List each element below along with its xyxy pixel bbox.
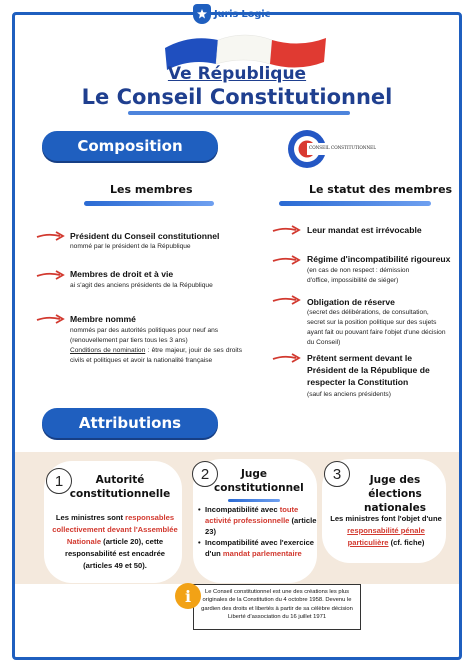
attributions-banner: Attributions bbox=[42, 408, 218, 438]
card-1-title: Autorité constitutionnelle bbox=[69, 474, 171, 500]
status-4-text: (sauf les anciens présidents) bbox=[307, 391, 391, 398]
card-1-text-red: responsables collectivement devant l'Assemblée Nationale bbox=[52, 513, 178, 546]
members-heading: Les membres bbox=[110, 183, 193, 196]
card-1-number: 1 bbox=[46, 468, 72, 494]
conseil-constitutionnel-logo bbox=[285, 125, 385, 173]
member-3-text-line1: nommés par des autorités politiques pour neuf ans bbox=[70, 327, 219, 334]
page-subtitle: Ve République bbox=[167, 64, 307, 84]
card-3-title: Juge des élections nationales bbox=[364, 474, 426, 514]
title-underline bbox=[128, 111, 350, 115]
arrow-right-icon bbox=[272, 294, 302, 306]
member-1-title: Président du Conseil constitutionnel bbox=[70, 231, 220, 241]
arrow-right-icon bbox=[272, 224, 302, 236]
arrow-right-icon bbox=[272, 254, 302, 266]
card-3-text-a: Les ministres font l'objet d'une bbox=[330, 514, 442, 523]
status-heading: Le statut des membres bbox=[309, 183, 453, 196]
status-2-title: Régime d'incompatibilité rigoureux bbox=[307, 254, 451, 264]
member-3-title: Membre nommé bbox=[70, 314, 136, 324]
status-2-text: (en cas de non respect : démission d'office, impossibilité de siéger) bbox=[307, 267, 410, 284]
status-3-title: Obligation de réserve bbox=[307, 297, 395, 307]
arrow-right-icon bbox=[36, 269, 66, 281]
nomination-conditions-label: Conditions de nomination bbox=[70, 347, 146, 354]
card-3-text-red: responsabilité pénale particulière bbox=[347, 526, 425, 547]
status-1-title: Leur mandat est irrévocable bbox=[307, 225, 422, 235]
card-2-b1-tail: (article 23) bbox=[205, 516, 317, 536]
status-4-title: Prêtent serment devant le Président de la République de respecter la Constitution bbox=[307, 353, 430, 387]
cc-logo-text: CONSEIL CONSTITUTIONNEL bbox=[309, 145, 376, 150]
card-2-bullets bbox=[198, 504, 318, 559]
member-2-text: ai s'agit des anciens présidents de la République bbox=[70, 282, 213, 289]
member-3-text-line2: (renouvellement par tiers tous les 3 ans) bbox=[70, 337, 188, 344]
info-box bbox=[193, 584, 361, 630]
card-2-bullet-1 bbox=[198, 504, 318, 537]
card-2-title: Juge constitutionnel bbox=[214, 468, 304, 494]
arrow-right-icon bbox=[36, 313, 66, 325]
member-1-text: nommé par le président de la République bbox=[70, 243, 191, 250]
card-3-text-b: (cf. fiche) bbox=[388, 538, 425, 547]
member-3-text bbox=[70, 326, 242, 366]
page-title: Le Conseil Constitutionnel bbox=[81, 85, 393, 109]
card-1-text-b: (article 20), cette responsabilité est encadrée (articles 49 et 50). bbox=[64, 537, 166, 570]
brand-name: Juris Logic bbox=[214, 9, 271, 20]
arrow-right-icon bbox=[272, 352, 302, 364]
card-2-b1-text: Incompatibilité avec bbox=[205, 505, 280, 514]
card-1-text-a: Les ministres sont bbox=[55, 513, 126, 522]
card-2-b1-red: toute activité professionnelle bbox=[205, 505, 299, 525]
card-3-text bbox=[330, 513, 442, 549]
composition-banner: Composition bbox=[42, 131, 218, 161]
status-heading-underline bbox=[279, 201, 431, 206]
member-2-title: Membres de droit et à vie bbox=[70, 269, 174, 279]
card-2-title-underline bbox=[228, 499, 280, 502]
members-heading-underline bbox=[84, 201, 214, 206]
info-icon: i bbox=[175, 583, 201, 609]
status-3-text: (secret des délibérations, de consultation, secret sur la position politique sur des sujets ayant fait ou pouvant faire l'objet d'une décision du Conseil) bbox=[307, 309, 446, 346]
card-2-bullet-2 bbox=[198, 537, 318, 559]
card-2-number: 2 bbox=[192, 461, 218, 487]
nomination-conditions-text: : être majeur, jouir de ses droits civils et politiques et avoir la nationalité française bbox=[70, 347, 242, 364]
shield-logo-icon bbox=[193, 4, 211, 24]
card-3-number: 3 bbox=[324, 461, 350, 487]
card-2-b2-red: mandat parlementaire bbox=[222, 549, 302, 558]
arrow-right-icon bbox=[36, 230, 66, 242]
card-2-b2-text: Incompatibilité avec l'exercice d'un bbox=[205, 538, 315, 558]
card-1-text bbox=[50, 512, 180, 572]
info-text: Le Conseil constitutionnel est une des créations les plus originales de la Constitution du 4 octobre 1958. Devenu le gardien des droits et libertés à partir de sa célèbre décision Liberté d'association du 16 juillet 1971 bbox=[201, 589, 353, 621]
